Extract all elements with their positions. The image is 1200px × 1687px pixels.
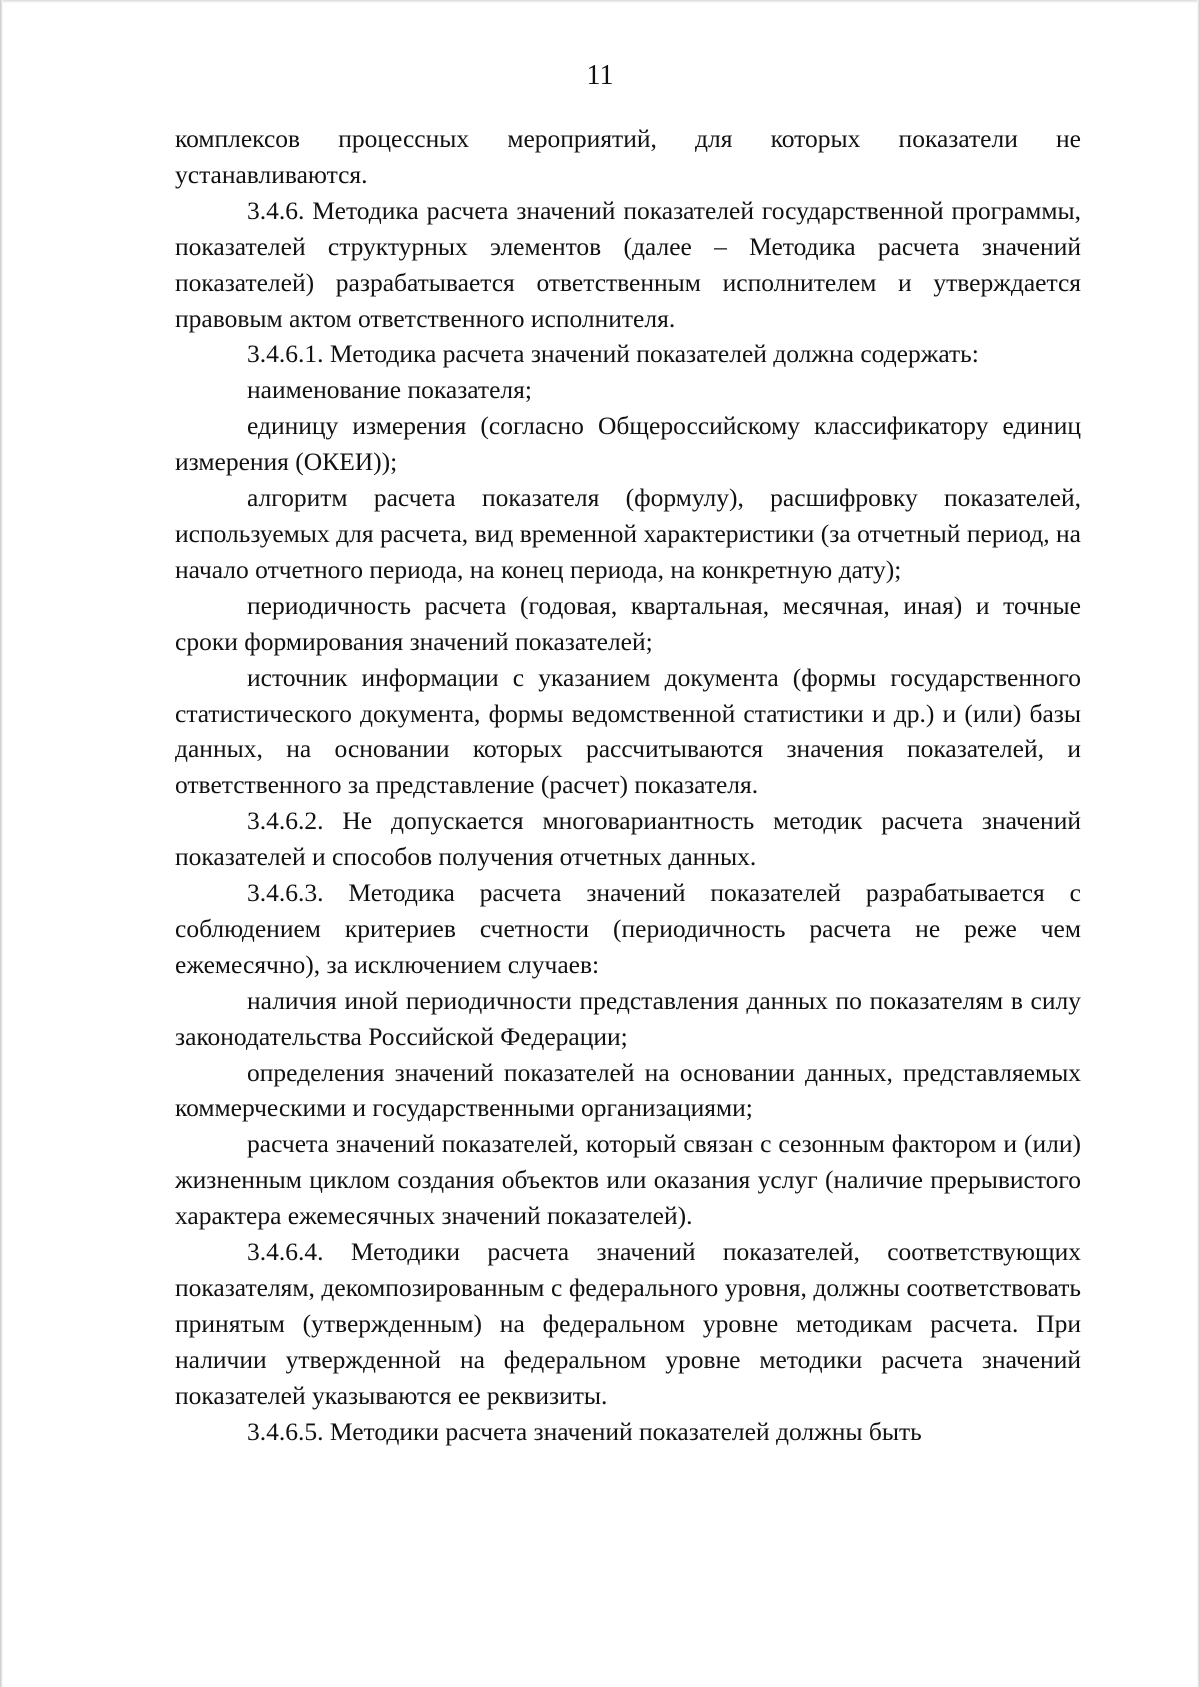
paragraph-3-4-6-3: 3.4.6.3. Методика расчета значений показателей разрабатывается с соблюдением критериев счетности (периодичность расчета не реже чем ежемесячно), за исключением случаев: bbox=[175, 878, 1081, 979]
paragraph-3-4-6-4: 3.4.6.4. Методики расчета значений показателей, соответствующих показателям, декомпозированным с федерального уровня, должны соответствовать принятым (утвержденным) на федеральном уровне методикам расчета. При наличии утвержденной на федеральном уровне методики расчета значений показателей указываются ее реквизиты. bbox=[175, 1237, 1081, 1410]
list-item-periodicity: периодичность расчета (годовая, квартальная, месячная, иная) и точные сроки формирования значений показателей; bbox=[175, 590, 1081, 656]
document-body bbox=[175, 121, 1081, 1450]
paragraph-3-4-6-2: 3.4.6.2. Не допускается многовариантность методик расчета значений показателей и способов получения отчетных данных. bbox=[175, 806, 1081, 872]
list-item-algorithm: алгоритм расчета показателя (формулу), расшифровку показателей, используемых для расчета, вид временной характеристики (за отчетный период, на начало отчетного периода, на конец периода, на конкретную дату); bbox=[175, 483, 1081, 584]
exception-item-organizations: определения значений показателей на основании данных, представляемых коммерческими и государственными организациями; bbox=[175, 1057, 1081, 1123]
exception-item-legislation: наличия иной периодичности представления данных по показателям в силу законодательства Российской Федерации; bbox=[175, 985, 1081, 1051]
page-number: 11 bbox=[586, 60, 614, 91]
paragraph-3-4-6-5: 3.4.6.5. Методики расчета значений показателей должны быть bbox=[247, 1416, 922, 1446]
paragraph-continuation: комплексов процессных мероприятий, для которых показатели не устанавливаются. bbox=[175, 124, 1081, 189]
paragraph-3-4-6-1: 3.4.6.1. Методика расчета значений показателей должна содержать: bbox=[247, 339, 979, 369]
scan-edge-left bbox=[0, 0, 3, 1687]
list-item-source: источник информации с указанием документа (формы государственного статистического документа, формы ведомственной статистики и др.) и (или) базы данных, на основании которых рассчитываются значения показателей, и ответственного за представление (расчет) показателя. bbox=[175, 662, 1081, 800]
scan-edge-top bbox=[0, 0, 1200, 3]
list-item-unit: единицу измерения (согласно Общероссийскому классификатору единиц измерения (ОКЕИ)); bbox=[175, 411, 1081, 477]
list-item-name: наименование показателя; bbox=[247, 375, 532, 405]
paragraph-3-4-6: 3.4.6. Методика расчета значений показателей государственной программы, показателей структурных элементов (далее – Методика расчета значений показателей) разрабатывается ответственным исполнителем и утверждается правовым актом ответственного исполнителя. bbox=[175, 195, 1081, 333]
exception-item-seasonal: расчета значений показателей, который связан с сезонным фактором и (или) жизненным циклом создания объектов или оказания услуг (наличие прерывистого характера ежемесячных значений показателей). bbox=[175, 1129, 1081, 1231]
